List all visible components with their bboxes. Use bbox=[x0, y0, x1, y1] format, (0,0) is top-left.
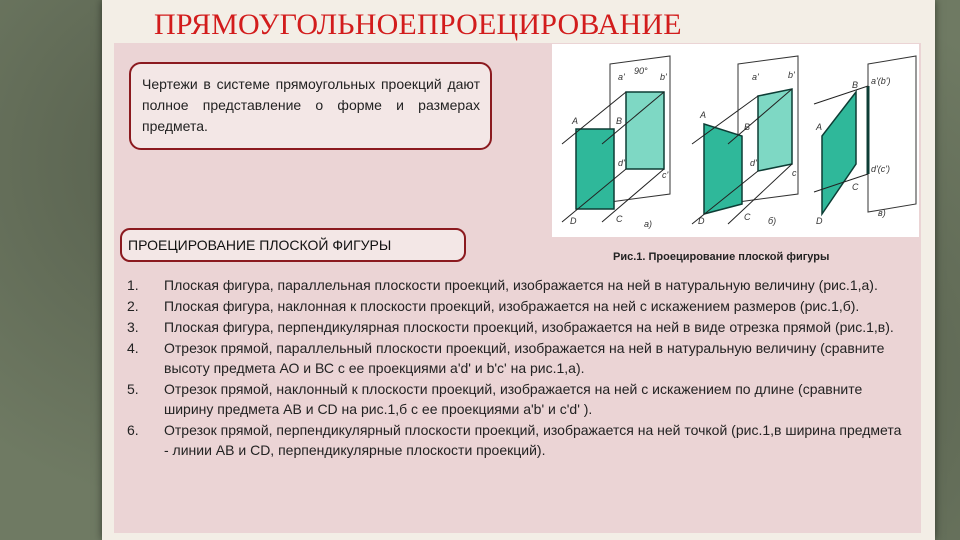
list-item bbox=[124, 275, 904, 295]
list-text: Отрезок прямой, параллельный плоскости проекций, изображается на ней в натуральную величину (сравните высоту предмета АО и ВС с ее проекциями a'd' и b'c' на рис.1,а). bbox=[164, 340, 885, 376]
label-D-a: D bbox=[570, 216, 577, 226]
label-B-v: B bbox=[852, 80, 859, 90]
label-b-prime-a: b' bbox=[660, 72, 667, 82]
label-b-prime-b: b' bbox=[788, 70, 795, 80]
slide bbox=[102, 0, 935, 540]
shape-a bbox=[576, 129, 614, 209]
figure-part-b bbox=[692, 56, 799, 226]
projection-drawing bbox=[552, 44, 919, 237]
label-C-v: C bbox=[852, 182, 859, 192]
intro-callout bbox=[129, 62, 492, 150]
list-number: 5. bbox=[127, 381, 139, 397]
list-item bbox=[124, 338, 904, 378]
label-B-a: B bbox=[616, 116, 623, 126]
projection-b bbox=[758, 89, 792, 171]
label-A-b: A bbox=[700, 110, 707, 120]
list-item bbox=[124, 317, 904, 337]
label-d-prime-a: d' bbox=[618, 158, 625, 168]
label-part-a: а) bbox=[644, 219, 653, 229]
label-dc-prime-v: d'(c') bbox=[871, 164, 890, 174]
label-d-prime-b: d' bbox=[750, 158, 757, 168]
label-A-v: A bbox=[816, 122, 823, 132]
list-number: 1. bbox=[127, 277, 139, 293]
projection-a bbox=[626, 92, 664, 169]
label-A-a: A bbox=[572, 116, 579, 126]
label-c-prime-b: c' bbox=[792, 168, 799, 178]
figure-part-a bbox=[562, 56, 670, 229]
list-item bbox=[124, 420, 904, 460]
rules-list bbox=[124, 275, 904, 461]
list-text: Плоская фигура, наклонная к плоскости проекций, изображается на ней с искажением размеров (рис.1,б). bbox=[164, 298, 860, 314]
label-angle-a: 90° bbox=[634, 66, 648, 76]
label-a-prime-a: a' bbox=[618, 72, 625, 82]
list-text: Отрезок прямой, перпендикулярный плоскости проекций, изображается на ней точкой (рис.1,в ширина предмета - линии АВ и CD, перпендикулярные плоскости проекций). bbox=[164, 422, 902, 458]
list-number: 2. bbox=[127, 298, 139, 314]
label-part-b: б) bbox=[768, 216, 777, 226]
label-B-b: B bbox=[744, 122, 751, 132]
shape-v bbox=[822, 92, 856, 214]
label-D-v: D bbox=[816, 216, 823, 226]
list-text: Плоская фигура, параллельная плоскости проекций, изображается на ней в натуральную величину (рис.1,а). bbox=[164, 277, 878, 293]
label-part-v: в) bbox=[878, 208, 886, 218]
list-number: 6. bbox=[127, 422, 139, 438]
list-text: Отрезок прямой, наклонный к плоскости проекций, изображается на ней с искажением по длине (сравните ширину предмета АВ и CD на рис.1,б с ее проекциями a'b' и c'd' ). bbox=[164, 381, 863, 417]
list-number: 4. bbox=[127, 340, 139, 356]
label-c-prime-a: c' bbox=[662, 170, 669, 180]
intro-text: Чертежи в системе прямоугольных проекций дают полное представление о форме и размерах предмета. bbox=[142, 76, 480, 134]
list-text: Плоская фигура, перпендикулярная плоскости проекций, изображается на ней в виде отрезка прямой (рис.1,в). bbox=[164, 319, 894, 335]
projection-figure bbox=[552, 44, 919, 237]
list-item bbox=[124, 379, 904, 419]
list-number: 3. bbox=[127, 319, 139, 335]
list-item bbox=[124, 296, 904, 316]
label-C-b: C bbox=[744, 212, 751, 222]
slide-title: ПРЯМОУГОЛЬНОЕПРОЕЦИРОВАНИЕ bbox=[154, 8, 682, 41]
section-heading-box bbox=[120, 228, 466, 262]
label-D-b: D bbox=[698, 216, 705, 226]
label-ab-prime-v: a'(b') bbox=[871, 76, 891, 86]
figure-part-v bbox=[814, 56, 916, 226]
figure-caption: Рис.1. Проецирование плоской фигуры bbox=[613, 251, 830, 263]
label-C-a: C bbox=[616, 214, 623, 224]
section-heading: ПРОЕЦИРОВАНИЕ ПЛОСКОЙ ФИГУРЫ bbox=[128, 237, 392, 253]
label-a-prime-b: a' bbox=[752, 72, 759, 82]
